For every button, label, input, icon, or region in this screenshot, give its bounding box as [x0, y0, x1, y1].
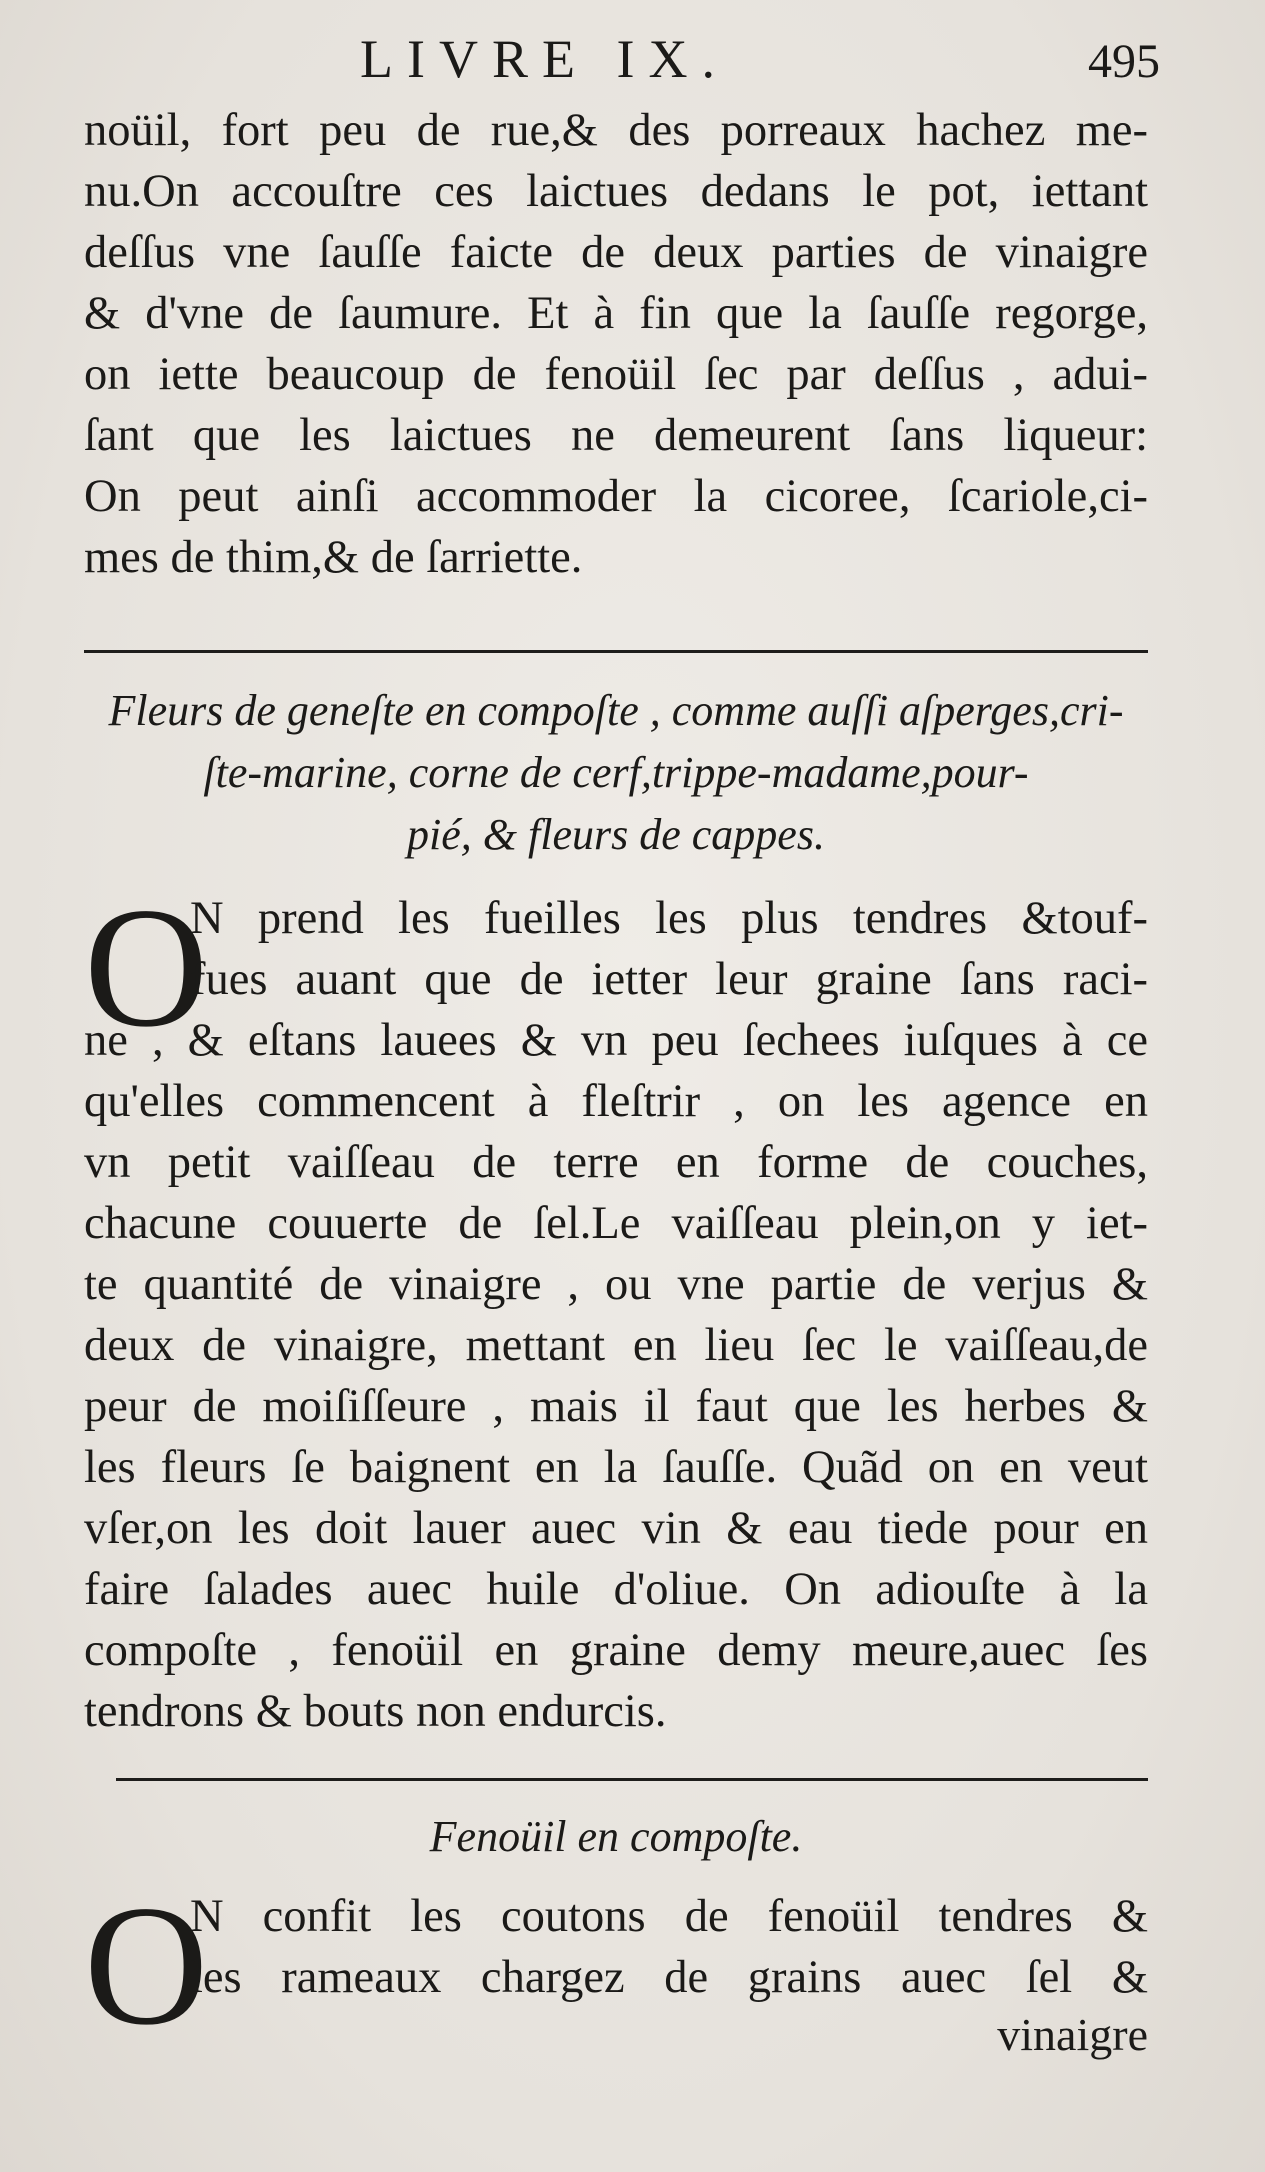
- text-line: vſer,on les doit lauer auec vin & eau tiede pour en: [84, 1503, 1148, 1554]
- text-line: deſſus vne ſauſſe faicte de deux parties de vinaigre: [84, 227, 1148, 278]
- page-number: 495: [1088, 35, 1160, 88]
- page-header: [80, 18, 1160, 98]
- heading-line: Fenoüil en compoſte.: [429, 1812, 803, 1861]
- text-line: nu.On accouſtre ces laictues dedans le pot, iettant: [84, 166, 1148, 217]
- text-line: te quantité de vinaigre , ou vne partie de verjus &: [84, 1259, 1148, 1310]
- section-divider: [84, 650, 1148, 653]
- text-line: tendrons & bouts non endurcis.: [84, 1686, 667, 1737]
- text-line: les fleurs ſe baignent en la ſauſſe. Quãd on en veut: [84, 1442, 1148, 1493]
- text-line: chacune couuerte de ſel.Le vaiſſeau plein,on y iet-: [84, 1198, 1148, 1249]
- section2-paragraph: [84, 1886, 1148, 2008]
- text-line: ſant que les laictues ne demeurent ſans liqueur:: [84, 410, 1148, 461]
- text-line: mes de thim,& de ſarriette.: [84, 532, 583, 583]
- text-line: ne , & eſtans lauees & vn peu ſechees iuſques à ce: [84, 1015, 1148, 1066]
- text-line: peur de moiſiſſeure , mais il faut que les herbes &: [84, 1381, 1148, 1432]
- text-line: deux de vinaigre, mettant en lieu ſec le vaiſſeau,de: [84, 1320, 1148, 1371]
- top-paragraph: [84, 100, 1148, 588]
- heading-line: ſte-marine, corne de cerf,trippe-madame,pour-: [203, 748, 1029, 797]
- heading-line: pié, & fleurs de cappes.: [407, 810, 825, 859]
- text-line: compoſte , fenoüil en graine demy meure,auec ſes: [84, 1625, 1148, 1676]
- running-title: LIVRE IX.: [360, 29, 729, 89]
- section1-paragraph: [84, 888, 1148, 1742]
- heading-line: Fleurs de geneſte en compoſte , comme auſſi aſperges,cri-: [108, 686, 1124, 735]
- text-line: on iette beaucoup de fenoüil ſec par deſſus , adui-: [84, 349, 1148, 400]
- drop-cap: O: [84, 1871, 209, 2061]
- text-line: N prend les fueilles les plus tendres &touf-: [190, 893, 1148, 944]
- text-line: fues auant que de ietter leur graine ſans raci-: [190, 954, 1148, 1005]
- text-line: qu'elles commencent à fleſtrir , on les agence en: [84, 1076, 1148, 1127]
- text-line: & d'vne de ſaumure. Et à fin que la ſauſſe regorge,: [84, 288, 1148, 339]
- text-line: vn petit vaiſſeau de terre en forme de couches,: [84, 1137, 1148, 1188]
- section-divider: [116, 1778, 1148, 1781]
- text-line: faire ſalades auec huile d'oliue. On adiouſte à la: [84, 1564, 1148, 1615]
- catchword: vinaigre: [997, 2009, 1148, 2060]
- section1-heading: [84, 680, 1148, 866]
- text-line: les rameaux chargez de grains auec ſel &: [190, 1952, 1148, 2003]
- text-line: noüil, fort peu de rue,& des porreaux hachez me-: [84, 105, 1148, 156]
- drop-cap: O: [84, 873, 209, 1063]
- text-line: N confit les coutons de fenoüil tendres &: [190, 1891, 1148, 1942]
- text-line: On peut ainſi accommoder la cicoree, ſcariole,ci-: [84, 471, 1148, 522]
- section2-heading: [84, 1806, 1148, 1868]
